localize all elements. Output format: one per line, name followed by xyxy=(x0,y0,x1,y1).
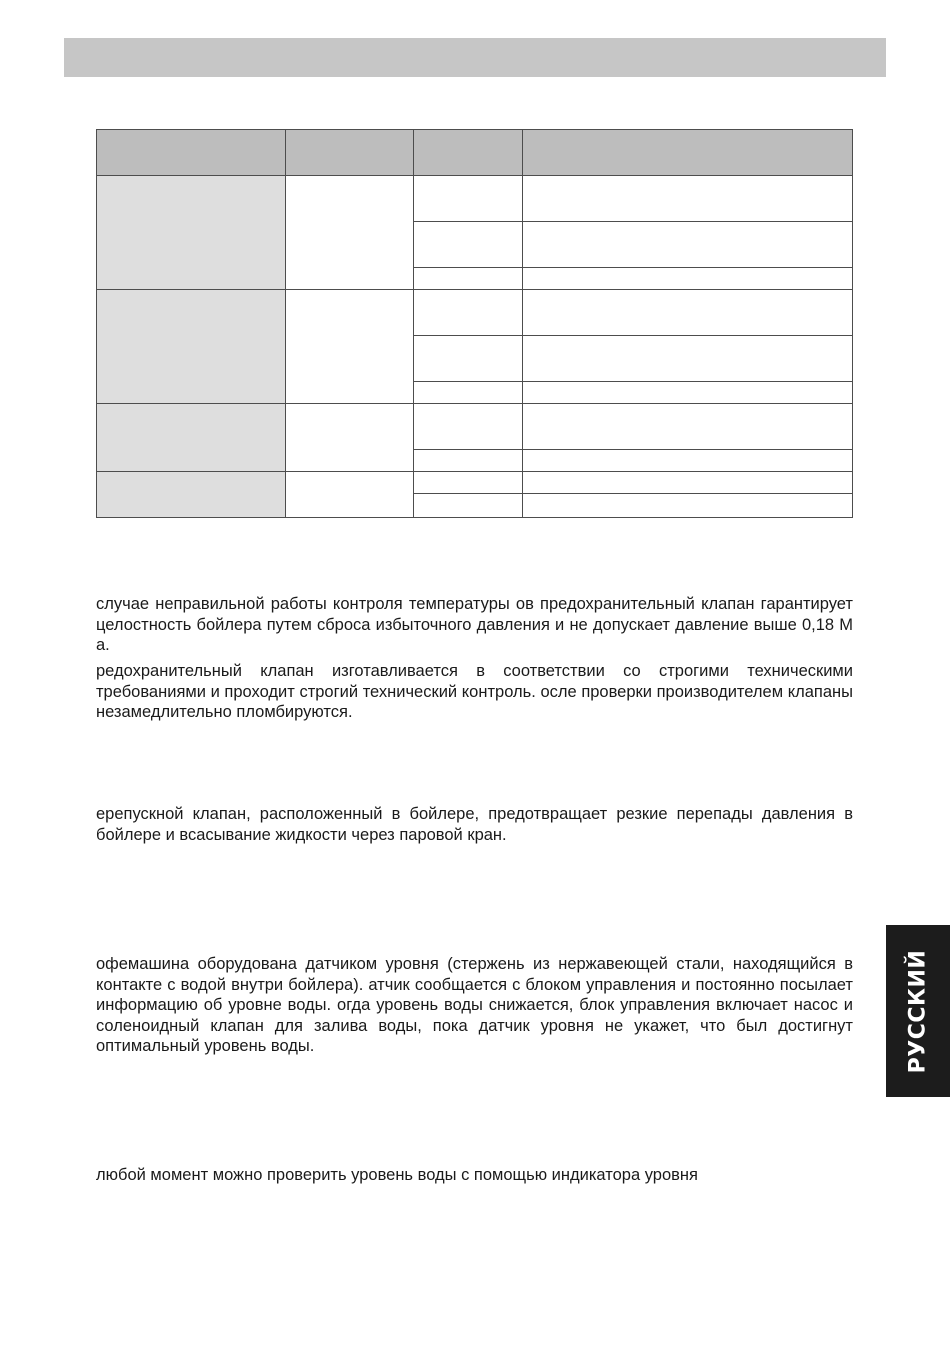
table-cell xyxy=(414,382,523,404)
table-cell xyxy=(523,450,853,472)
table-cell xyxy=(523,404,853,450)
table-cell xyxy=(414,336,523,382)
table-cell xyxy=(286,472,414,518)
table-cell xyxy=(414,222,523,268)
table-cell xyxy=(97,290,286,404)
table-header-cell xyxy=(97,130,286,176)
table-header-cell xyxy=(523,130,853,176)
table-cell xyxy=(523,176,853,222)
table-cell xyxy=(414,472,523,494)
table-header-cell xyxy=(286,130,414,176)
table-row xyxy=(97,404,853,450)
table-cell xyxy=(414,494,523,518)
table-cell xyxy=(523,382,853,404)
spec-table xyxy=(96,129,853,518)
table-row xyxy=(97,290,853,336)
table-cell xyxy=(97,472,286,518)
language-tab xyxy=(886,925,950,1097)
table-cell xyxy=(414,450,523,472)
table-cell xyxy=(523,336,853,382)
table-cell xyxy=(414,404,523,450)
table-header-row xyxy=(97,130,853,176)
table-row xyxy=(97,472,853,494)
paragraph-level-indicator: любой момент можно проверить уровень воды с помощью индикатора уровня xyxy=(96,1166,698,1184)
language-tab-label: РУССКИЙ xyxy=(905,949,931,1073)
table-cell xyxy=(286,290,414,404)
table-cell xyxy=(523,222,853,268)
paragraph-valve-manufacturing: редохранительный клапан изготавливается в соответствии со строгими техническими требованиями и проходит строгий технический контроль. осле проверки производителем клапаны незамедлительно пломбируются. xyxy=(96,662,853,721)
table-cell xyxy=(97,176,286,290)
table-cell xyxy=(414,176,523,222)
table-cell xyxy=(414,290,523,336)
table-cell xyxy=(523,472,853,494)
paragraph-bypass-valve: ерепускной клапан, расположенный в бойлере, предотвращает резкие перепады давления в бойлере и всасывание жидкости через паровой кран. xyxy=(96,805,853,844)
table-cell xyxy=(414,268,523,290)
header-bar xyxy=(64,38,886,77)
table-cell xyxy=(97,404,286,472)
table-cell xyxy=(286,404,414,472)
table-cell xyxy=(286,176,414,290)
table-header-cell xyxy=(414,130,523,176)
paragraph-safety-valve: случае неправильной работы контроля температуры ов предохранительный клапан гарантирует целостность бойлера путем сброса избыточного давления и не допускает давление выше 0,18 М а. xyxy=(96,595,853,654)
table-cell xyxy=(523,268,853,290)
table-cell xyxy=(523,494,853,518)
table-row xyxy=(97,176,853,222)
table-cell xyxy=(523,290,853,336)
paragraph-level-sensor: офемашина оборудована датчиком уровня (стержень из нержавеющей стали, находящийся в контакте с водой внутри бойлера). атчик сообщается с блоком управления и постоянно посылает информацию об уровне воды. огда уровень воды снижается, блок управления включает насос и соленоидный клапан для залива воды, пока датчик уровня не укажет, что был достигнут оптимальный уровень воды. xyxy=(96,955,853,1055)
